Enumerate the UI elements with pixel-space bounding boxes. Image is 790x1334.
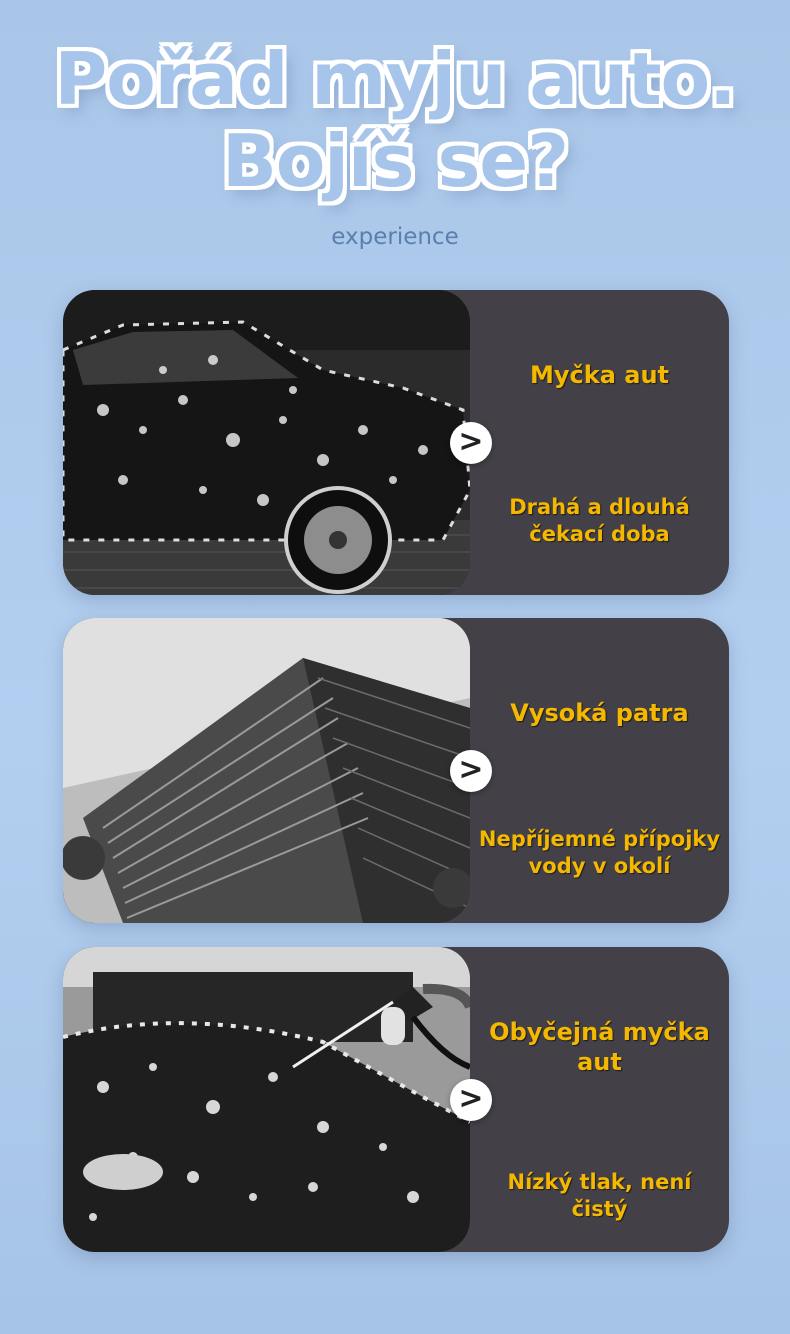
foamed-suv-photo bbox=[63, 290, 470, 595]
card-text-area bbox=[470, 618, 729, 923]
chevron-right-icon: > bbox=[450, 422, 492, 464]
comparison-card-car-wash bbox=[63, 290, 729, 595]
headline-line-1: Pořád myju auto. bbox=[54, 37, 736, 121]
spray-gun-car-photo bbox=[63, 947, 470, 1252]
card-text-area bbox=[470, 947, 729, 1252]
headline-line-2: Bojíš se? bbox=[221, 119, 569, 203]
card-title: Obyčejná myčka aut bbox=[489, 1018, 710, 1076]
comparison-card-ordinary-wash bbox=[63, 947, 729, 1252]
chevron-right-icon: > bbox=[450, 750, 492, 792]
card-description: Drahá a dlouhá čekací doba bbox=[509, 495, 690, 546]
card-title: Vysoká patra bbox=[510, 699, 689, 727]
page-headline bbox=[0, 38, 790, 202]
comparison-card-high-floors bbox=[63, 618, 729, 923]
card-description: Nepříjemné přípojky vody v okolí bbox=[478, 827, 721, 878]
card-description: Nízký tlak, není čistý bbox=[507, 1170, 692, 1221]
page-subtitle: experience bbox=[331, 224, 459, 250]
chevron-right-icon: > bbox=[450, 1079, 492, 1121]
card-text-area bbox=[470, 290, 729, 595]
card-title: Myčka aut bbox=[529, 361, 670, 389]
high-rise-building-photo bbox=[63, 618, 470, 923]
